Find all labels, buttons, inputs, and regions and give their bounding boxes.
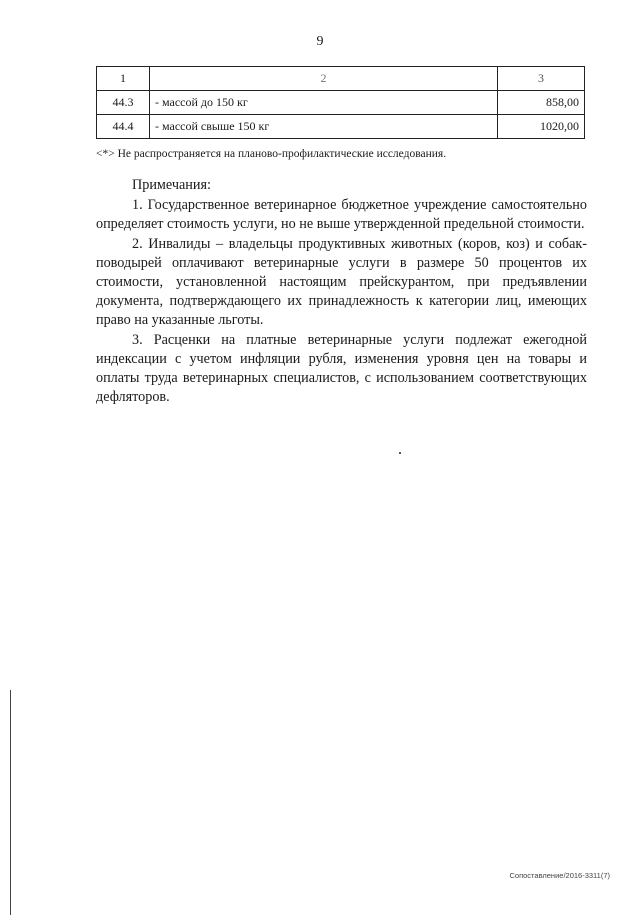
note-item-1: 1. Государственное ветеринарное бюджетное учреждение самостоятельно определяет стоимость услуги, но не выше утвержденной предельной стоимости. [96, 197, 587, 233]
document-stamp: Сопоставление/2016-3311(7) [509, 871, 610, 880]
page-number: 9 [316, 34, 324, 49]
footnote: <*> Не распространяется на планово-профилактические исследования. [96, 148, 447, 160]
header-cell-1: 1 [97, 67, 150, 91]
table-row [97, 115, 585, 139]
table-row [97, 91, 585, 115]
table-header-row [97, 67, 585, 91]
header-cell-3: 3 [498, 67, 585, 91]
row-number: 44.4 [97, 115, 150, 139]
binding-margin-line [10, 690, 11, 915]
row-number: 44.3 [97, 91, 150, 115]
row-description: - массой свыше 150 кг [150, 115, 498, 139]
row-description: - массой до 150 кг [150, 91, 498, 115]
note-item-2: 2. Инвалиды – владельцы продуктивных животных (коров, коз) и собак-поводырей оплачивают ветеринарные услуги в размере 50 процентов их стоимости, установленной настоящим прейскурантом, при предъявлении документа, подтверждающего их принадлежность к категории лиц, имеющих право на указанные льготы. [96, 235, 587, 329]
notes-title: Примечания: [132, 177, 211, 193]
note-item-3: 3. Расценки на платные ветеринарные услуги подлежат ежегодной индексации с учетом инфляции рубля, изменения уровня цен на товары и оплаты труда ветеринарных специалистов, с использованием соответствующих дефляторов. [96, 331, 587, 406]
row-price: 858,00 [498, 91, 585, 115]
row-price: 1020,00 [498, 115, 585, 139]
header-cell-2: 2 [150, 67, 498, 91]
price-table [96, 66, 585, 139]
scan-speck [399, 452, 401, 454]
notes-section [96, 176, 587, 407]
